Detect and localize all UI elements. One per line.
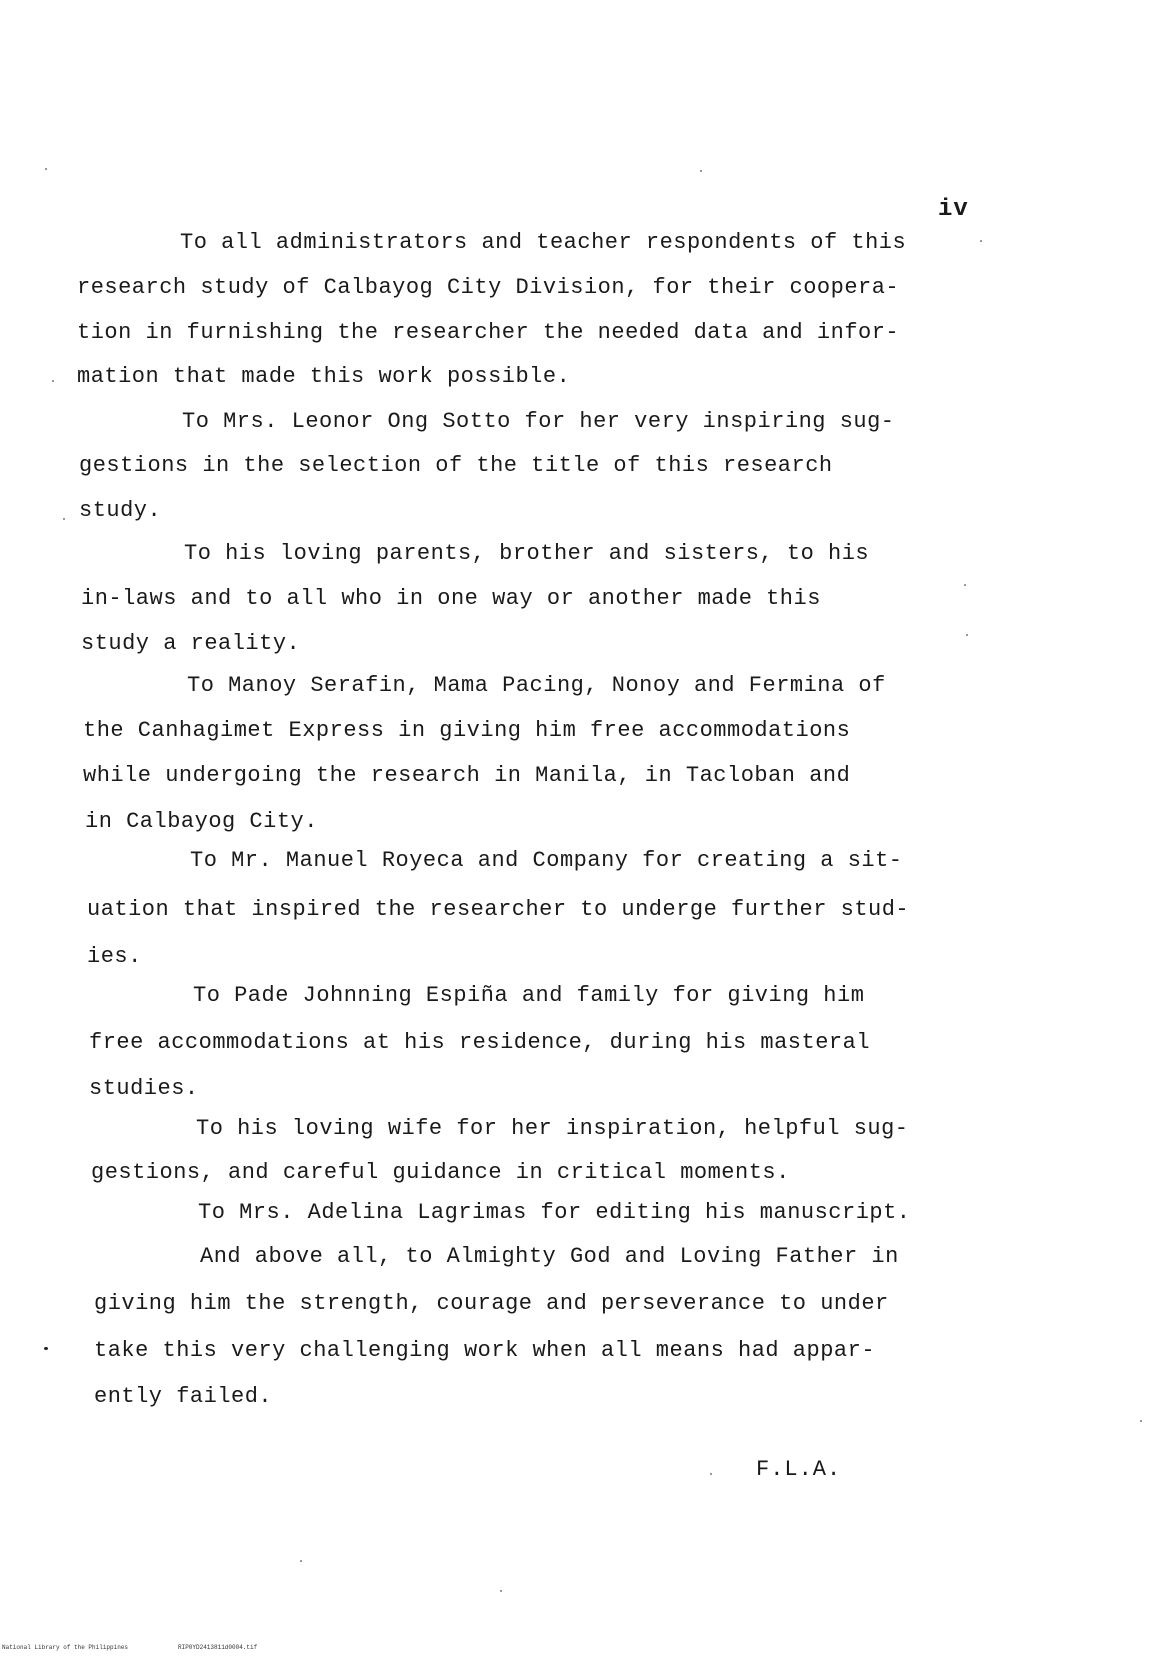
text-line: To Mrs. Adelina Lagrimas for editing his manuscript. bbox=[198, 1200, 911, 1225]
text-line: study a reality. bbox=[81, 631, 301, 656]
scan-speck bbox=[980, 240, 982, 242]
text-line: in Calbayog City. bbox=[85, 809, 318, 834]
author-initials: F.L.A. bbox=[756, 1457, 842, 1482]
page-number: iv bbox=[938, 196, 969, 223]
text-line: gestions in the selection of the title of this research bbox=[79, 453, 833, 478]
text-line: study. bbox=[79, 498, 162, 523]
text-line: To his loving wife for her inspiration, helpful sug- bbox=[196, 1116, 909, 1141]
footer-library-credit: National Library of the Philippines bbox=[2, 1644, 129, 1651]
scan-speck bbox=[700, 170, 702, 172]
text-line: research study of Calbayog City Division, for their coopera- bbox=[77, 275, 900, 300]
text-line: ies. bbox=[87, 944, 142, 969]
text-line: giving him the strength, courage and perseverance to under bbox=[94, 1291, 889, 1316]
scan-speck bbox=[44, 1347, 48, 1350]
text-line: in-laws and to all who in one way or another made this bbox=[81, 586, 821, 611]
scan-speck bbox=[1140, 1420, 1142, 1422]
scan-speck bbox=[300, 1560, 302, 1562]
scan-speck bbox=[63, 518, 65, 520]
text-line: And above all, to Almighty God and Loving Father in bbox=[200, 1244, 899, 1269]
text-line: To his loving parents, brother and sisters, to his bbox=[184, 541, 870, 566]
text-line: To Pade Johnning Espiña and family for giving him bbox=[193, 983, 865, 1008]
text-line: To Mr. Manuel Royeca and Company for creating a sit- bbox=[190, 848, 903, 873]
scan-speck bbox=[964, 584, 966, 586]
text-line: take this very challenging work when all means had appar- bbox=[94, 1338, 876, 1363]
text-line: free accommodations at his residence, during his masteral bbox=[89, 1030, 871, 1055]
text-line: ently failed. bbox=[94, 1384, 273, 1409]
text-line: uation that inspired the researcher to underge further stud- bbox=[87, 897, 910, 922]
text-line: To Manoy Serafin, Mama Pacing, Nonoy and Fermina of bbox=[187, 673, 886, 698]
scan-speck bbox=[966, 634, 968, 636]
scan-speck bbox=[45, 168, 47, 170]
scan-speck bbox=[52, 380, 54, 382]
text-line: mation that made this work possible. bbox=[77, 364, 571, 389]
footer-file-id: RIP0YD2413811d0004.tif bbox=[178, 1644, 258, 1651]
text-line: tion in furnishing the researcher the needed data and infor- bbox=[77, 320, 900, 345]
text-line: To Mrs. Leonor Ong Sotto for her very inspiring sug- bbox=[182, 409, 895, 434]
scan-speck bbox=[500, 1590, 502, 1592]
scan-speck bbox=[710, 1473, 712, 1475]
text-line: the Canhagimet Express in giving him free accommodations bbox=[83, 718, 851, 743]
text-line: studies. bbox=[89, 1076, 199, 1101]
text-line: To all administrators and teacher respondents of this bbox=[180, 230, 907, 255]
text-line: gestions, and careful guidance in critical moments. bbox=[91, 1160, 790, 1185]
text-line: while undergoing the research in Manila, in Tacloban and bbox=[83, 763, 851, 788]
